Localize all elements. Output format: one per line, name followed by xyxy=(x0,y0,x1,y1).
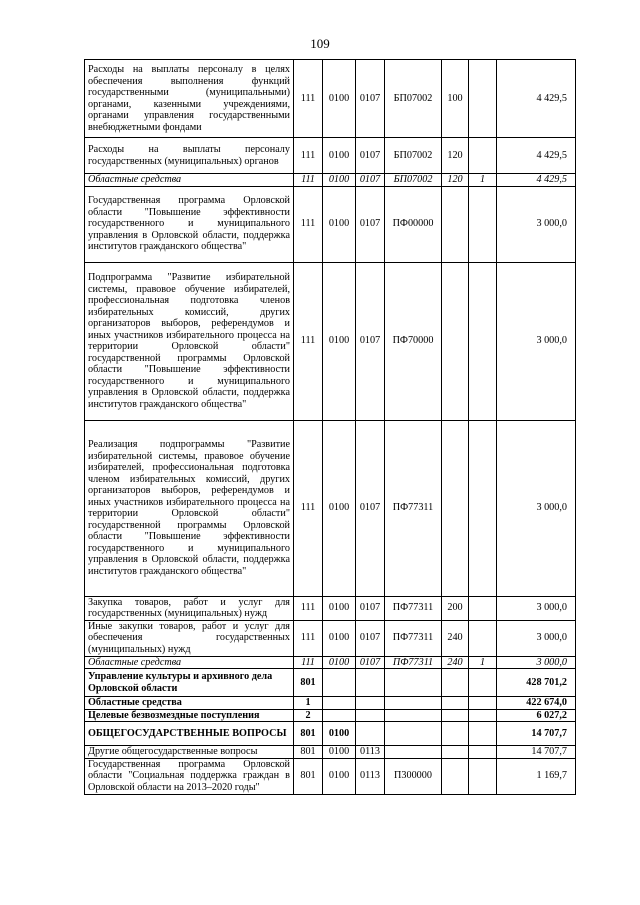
cell-amount: 4 429,5 xyxy=(497,174,576,187)
cell-target-article: ПФ77311 xyxy=(385,620,442,656)
cell-expense-type xyxy=(442,669,469,697)
cell-section: 0100 xyxy=(323,420,356,596)
cell-expense-type: 120 xyxy=(442,174,469,187)
table-row xyxy=(85,669,576,697)
cell-section: 0100 xyxy=(323,596,356,620)
cell-section: 0100 xyxy=(323,138,356,174)
cell-name: Государственная программа Орловской области "Социальная поддержка граждан в Орловской области на 2013–2020 годы" xyxy=(85,758,294,794)
cell-section: 0100 xyxy=(323,746,356,759)
cell-grbs: 1 xyxy=(294,697,323,710)
cell-name: Иные закупки товаров, работ и услуг для обеспечения государственных (муниципальных) нужд xyxy=(85,620,294,656)
cell-amount: 3 000,0 xyxy=(497,596,576,620)
cell-amount: 3 000,0 xyxy=(497,656,576,669)
table-row xyxy=(85,709,576,722)
cell-amount: 1 169,7 xyxy=(497,758,576,794)
cell-funding-source xyxy=(469,758,497,794)
table-row xyxy=(85,60,576,138)
cell-funding-source xyxy=(469,620,497,656)
cell-section: 0100 xyxy=(323,656,356,669)
cell-section xyxy=(323,697,356,710)
table-row xyxy=(85,697,576,710)
cell-subsection: 0107 xyxy=(356,138,385,174)
cell-section: 0100 xyxy=(323,60,356,138)
cell-target-article xyxy=(385,669,442,697)
cell-amount: 14 707,7 xyxy=(497,746,576,759)
cell-section xyxy=(323,709,356,722)
table-row xyxy=(85,174,576,187)
cell-subsection: 0107 xyxy=(356,174,385,187)
cell-funding-source xyxy=(469,262,497,420)
cell-expense-type xyxy=(442,709,469,722)
cell-target-article: БП07002 xyxy=(385,60,442,138)
cell-grbs: 801 xyxy=(294,722,323,746)
cell-grbs: 111 xyxy=(294,262,323,420)
cell-amount: 3 000,0 xyxy=(497,420,576,596)
budget-table xyxy=(84,59,576,795)
cell-name: Областные средства xyxy=(85,656,294,669)
cell-expense-type xyxy=(442,746,469,759)
cell-target-article: ПФ77311 xyxy=(385,596,442,620)
cell-funding-source xyxy=(469,596,497,620)
cell-expense-type xyxy=(442,186,469,262)
cell-subsection: 0113 xyxy=(356,746,385,759)
table-row xyxy=(85,656,576,669)
cell-target-article xyxy=(385,746,442,759)
cell-subsection xyxy=(356,709,385,722)
cell-amount: 3 000,0 xyxy=(497,262,576,420)
table-row xyxy=(85,420,576,596)
cell-name: Целевые безвозмездные поступления xyxy=(85,709,294,722)
cell-name: Расходы на выплаты персоналу в целях обеспечения выполнения функций государственными (муниципальными) органами, казенными учреждениями, органами управления государственными внебюджетными фондами xyxy=(85,60,294,138)
cell-expense-type: 240 xyxy=(442,620,469,656)
cell-name: ОБЩЕГОСУДАРСТВЕННЫЕ ВОПРОСЫ xyxy=(85,722,294,746)
cell-amount: 14 707,7 xyxy=(497,722,576,746)
cell-name: Областные средства xyxy=(85,174,294,187)
cell-amount: 4 429,5 xyxy=(497,138,576,174)
cell-name: Подпрограмма "Развитие избирательной системы, правовое обучение избирателей, профессиональная подготовка членов избирательных комиссий, других организаторов выборов, референдумов и иных участников избирательного процесса на территории Орловской области" государственной программы Орловской области "Повышение эффективности государственного и муниципального управления в Орловской области, поддержка институтов гражданского общества" xyxy=(85,262,294,420)
cell-target-article xyxy=(385,697,442,710)
cell-subsection xyxy=(356,669,385,697)
cell-grbs: 111 xyxy=(294,420,323,596)
cell-grbs: 801 xyxy=(294,746,323,759)
cell-target-article: БП07002 xyxy=(385,138,442,174)
cell-funding-source xyxy=(469,138,497,174)
cell-grbs: 111 xyxy=(294,620,323,656)
cell-funding-source xyxy=(469,697,497,710)
cell-section: 0100 xyxy=(323,174,356,187)
cell-section: 0100 xyxy=(323,722,356,746)
table-row xyxy=(85,138,576,174)
cell-amount: 428 701,2 xyxy=(497,669,576,697)
cell-expense-type: 100 xyxy=(442,60,469,138)
table-row xyxy=(85,620,576,656)
cell-grbs: 111 xyxy=(294,174,323,187)
cell-subsection xyxy=(356,722,385,746)
cell-grbs: 111 xyxy=(294,656,323,669)
cell-amount: 3 000,0 xyxy=(497,620,576,656)
cell-amount: 422 674,0 xyxy=(497,697,576,710)
cell-subsection: 0107 xyxy=(356,596,385,620)
cell-expense-type xyxy=(442,697,469,710)
cell-section xyxy=(323,669,356,697)
cell-grbs: 111 xyxy=(294,138,323,174)
cell-target-article: ПФ00000 xyxy=(385,186,442,262)
cell-expense-type xyxy=(442,758,469,794)
table-row xyxy=(85,596,576,620)
cell-expense-type xyxy=(442,262,469,420)
cell-grbs: 801 xyxy=(294,758,323,794)
cell-name: Другие общегосударственные вопросы xyxy=(85,746,294,759)
cell-target-article: БП07002 xyxy=(385,174,442,187)
cell-subsection: 0107 xyxy=(356,620,385,656)
cell-target-article: ПФ77311 xyxy=(385,656,442,669)
cell-section: 0100 xyxy=(323,758,356,794)
cell-target-article: ПФ70000 xyxy=(385,262,442,420)
cell-name: Расходы на выплаты персоналу государственных (муниципальных) органов xyxy=(85,138,294,174)
cell-funding-source xyxy=(469,722,497,746)
cell-subsection: 0107 xyxy=(356,656,385,669)
cell-funding-source: 1 xyxy=(469,174,497,187)
cell-subsection: 0107 xyxy=(356,60,385,138)
cell-subsection: 0107 xyxy=(356,420,385,596)
cell-grbs: 111 xyxy=(294,186,323,262)
cell-grbs: 2 xyxy=(294,709,323,722)
table-body xyxy=(85,60,576,795)
table-row xyxy=(85,746,576,759)
cell-expense-type xyxy=(442,722,469,746)
cell-subsection: 0113 xyxy=(356,758,385,794)
page-number: 109 xyxy=(310,36,330,51)
cell-expense-type: 200 xyxy=(442,596,469,620)
cell-funding-source xyxy=(469,186,497,262)
cell-amount: 4 429,5 xyxy=(497,60,576,138)
cell-name: Управление культуры и архивного дела Орловской области xyxy=(85,669,294,697)
table-row xyxy=(85,722,576,746)
cell-name: Закупка товаров, работ и услуг для государственных (муниципальных) нужд xyxy=(85,596,294,620)
cell-amount: 3 000,0 xyxy=(497,186,576,262)
cell-funding-source: 1 xyxy=(469,656,497,669)
cell-funding-source xyxy=(469,746,497,759)
cell-section: 0100 xyxy=(323,186,356,262)
table-row xyxy=(85,758,576,794)
cell-funding-source xyxy=(469,420,497,596)
cell-subsection: 0107 xyxy=(356,262,385,420)
cell-target-article xyxy=(385,709,442,722)
cell-expense-type: 120 xyxy=(442,138,469,174)
cell-funding-source xyxy=(469,709,497,722)
cell-section: 0100 xyxy=(323,620,356,656)
table-row xyxy=(85,186,576,262)
cell-target-article: П300000 xyxy=(385,758,442,794)
cell-funding-source xyxy=(469,60,497,138)
cell-subsection: 0107 xyxy=(356,186,385,262)
cell-grbs: 111 xyxy=(294,596,323,620)
cell-section: 0100 xyxy=(323,262,356,420)
cell-name: Реализация подпрограммы "Развитие избирательной системы, правовое обучение избирателей, профессиональная подготовка членом избирательных комиссий, других организаторов выборов, референдумов и иных участников избирательного процесса на территории Орловской области" государственной программы Орловской области "Повышение эффективности государственного и муниципального управления в Орловской области, поддержка институтов гражданского общества" xyxy=(85,420,294,596)
cell-target-article xyxy=(385,722,442,746)
cell-funding-source xyxy=(469,669,497,697)
cell-amount: 6 027,2 xyxy=(497,709,576,722)
cell-subsection xyxy=(356,697,385,710)
cell-target-article: ПФ77311 xyxy=(385,420,442,596)
cell-name: Государственная программа Орловской области "Повышение эффективности государственного и муниципального управления в Орловской области, поддержка институтов гражданского общества" xyxy=(85,186,294,262)
cell-name: Областные средства xyxy=(85,697,294,710)
cell-grbs: 801 xyxy=(294,669,323,697)
cell-expense-type xyxy=(442,420,469,596)
cell-grbs: 111 xyxy=(294,60,323,138)
table-row xyxy=(85,262,576,420)
cell-expense-type: 240 xyxy=(442,656,469,669)
